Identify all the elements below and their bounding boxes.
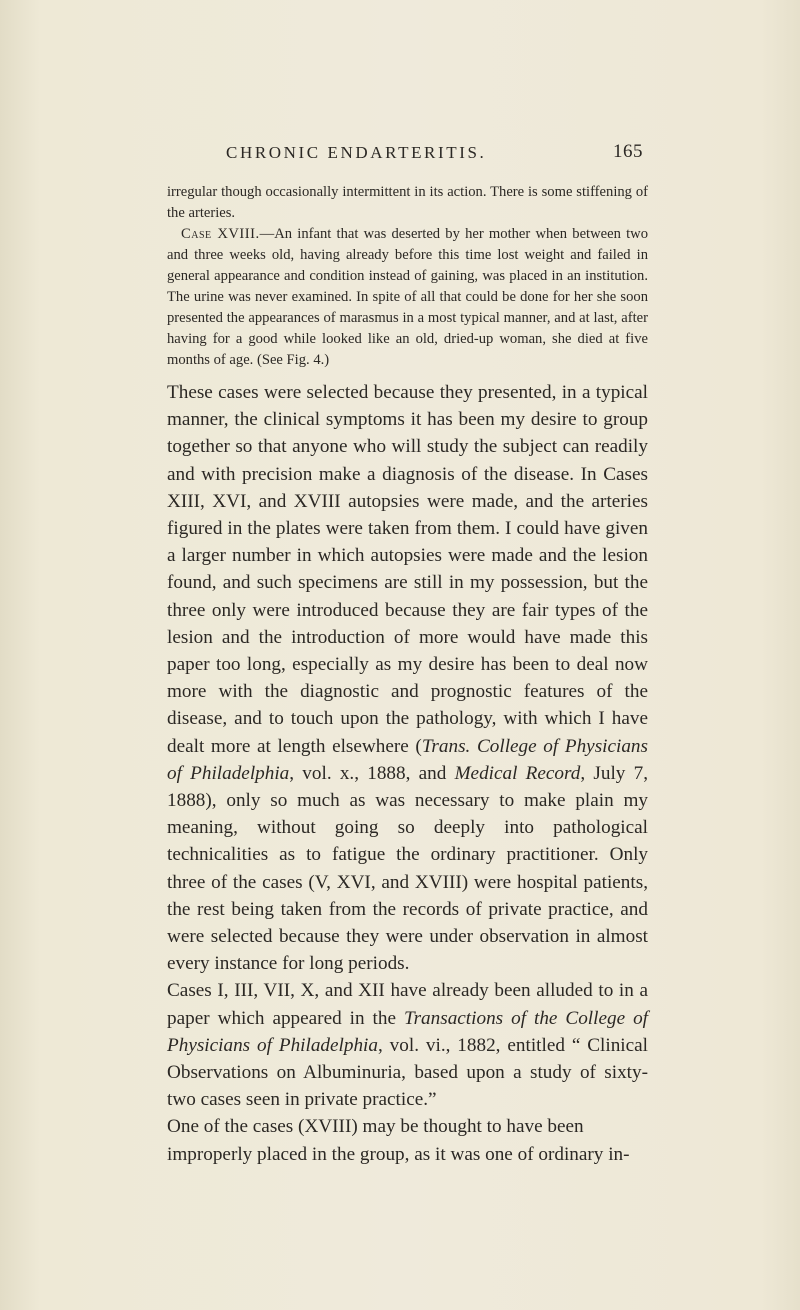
paragraph-cases-selected: These cases were selected because they presented, in a typical manner, the clinical symptoms it has been my desire to group together so that anyone who will study the subject can readily and with precision make a diagnosis of the disease. In Cases XIII, XVI, and XVIII autopsies were made, and the arteries figured in the plates were taken from them. I could have given a larger number in which autopsies were made and the lesion found, and such specimens are still in my possession, but the three only were introduced because they are fair types of the lesion and the introduction of more would have made this paper too long, especially as my desire has been to deal now more with the diagnostic and prognostic features of the disease, and to touch upon the pathology, with which I have dealt more at length elsewhere (Trans. College of Physicians of Philadelphia, vol. x., 1888, and Medical Record, July 7, 1888), only so much as was necessary to make plain my meaning, without going so deeply into pathological technicalities as to fatigue the ordinary practitioner. Only three of the cases (V, XVI, and XVIII) were hospital patients, the rest being taken from the records of private practice, and were selected because they were under observation in almost every instance for long periods. (167, 382, 648, 975)
citation-medical-record: Medical Record (454, 762, 581, 784)
case-xviii-paragraph: Case XVIII.—An infant that was deserted by her mother when between two and three weeks old, having already before this time lost weight and failed in general appearance and condition instead of gaining, was placed in an institution. The urine was never examined. In spite of all that could be done for her she soon presented the appearances of marasmus in a most typical manner, and at last, after having for a good while looked like an old, dried-up woman, she died at five months of age. (See Fig. 4.) (167, 226, 648, 368)
citation-transactions: Transactions of the College of Physicians of Philadelphia (167, 1007, 648, 1056)
paragraph-cases-alluded: Cases I, III, VII, X, and XII have already been alluded to in a paper which appeared in the Transactions of the College of Physicians of Philadelphia, vol. vi., 1882, entitled “ Clinical Observations on Albuminuria, based upon a study of sixty-two cases seen in private practice.” (167, 980, 648, 1111)
page-body (167, 182, 648, 1168)
citation-trans-college: Trans. College of Physicians of Philadelphia (167, 735, 648, 784)
case-notes-small-print (167, 182, 648, 371)
main-text (167, 379, 648, 1168)
page-number: 165 (613, 141, 643, 162)
paragraph-case-xviii-placement: One of the cases (XVIII) may be thought to have been improperly placed in the group, as it was one of ordinary in- (167, 1116, 630, 1165)
paragraph-continuation: irregular though occasionally intermittent in its action. There is some stiffening of the arteries. (167, 184, 648, 221)
running-title: CHRONIC ENDARTERITIS. (226, 143, 487, 162)
case-label: Case XVIII. (181, 226, 260, 242)
